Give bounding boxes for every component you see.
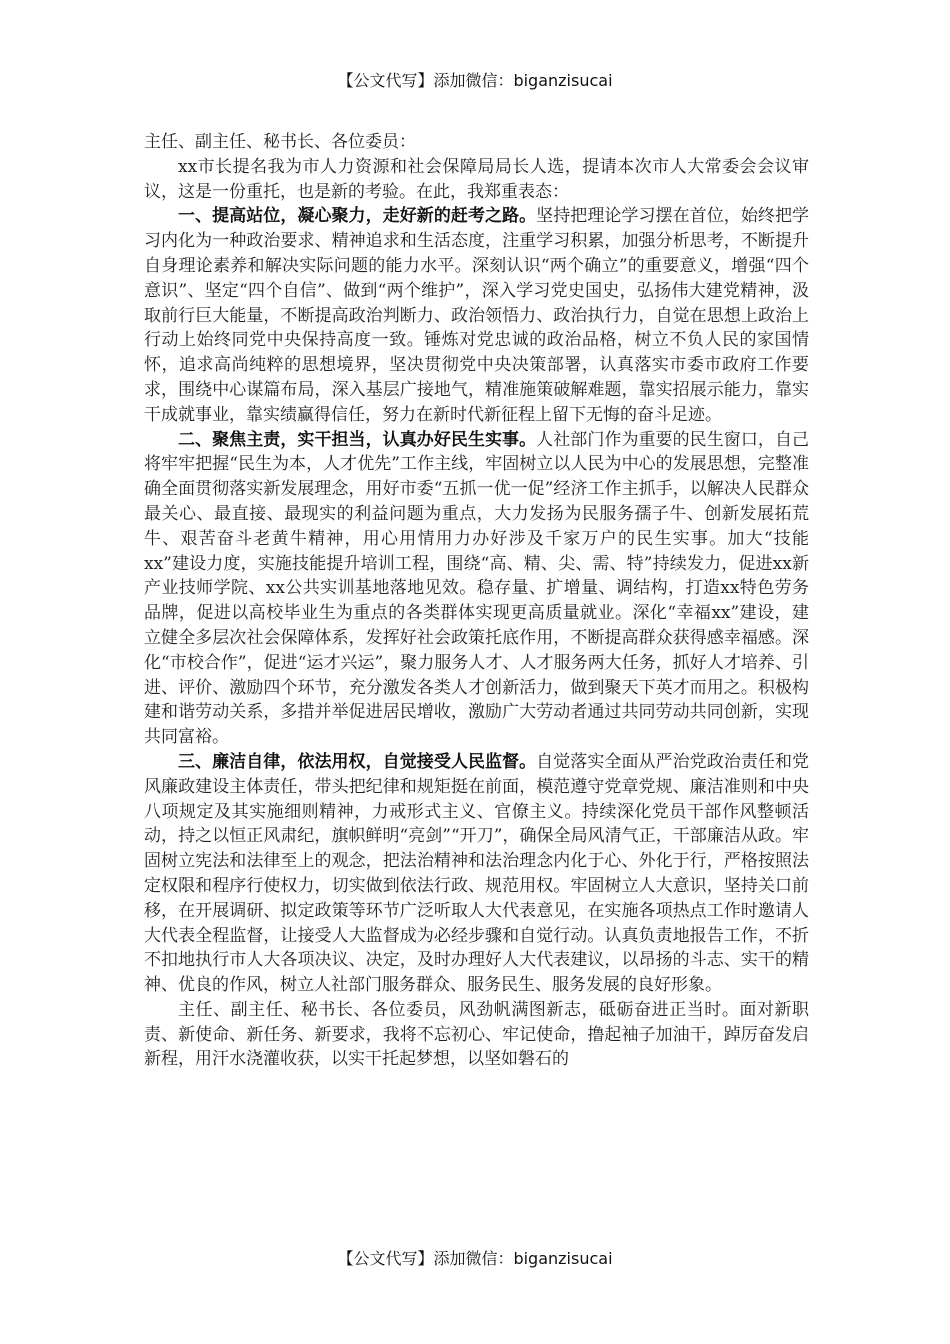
section-heading-1: 一、提高站位，凝心聚力，走好新的赶考之路。 xyxy=(178,206,537,227)
section-text-1: 坚持把理论学习摆在首位，始终把学习内化为一种政治要求、精神追求和生活态度，注重学习积累，加强分析思考，不断提升自身理论素养和解决实际问题的能力水平。深刻认识“两个确立”的重要意义，增强“四个意识”、坚定“四个自信”、做到“两个维护”，深入学习党史国史，弘扬伟大建党精神，汲取前行巨大能量，不断提高政治判断力、政治领悟力、政治执行力，自觉在思想上政治上行动上始终同党中央保持高度一致。锤炼对党忠诚的政治品格，树立不负人民的家国情怀，追求高尚纯粹的思想境界，坚决贯彻党中央决策部署，认真落实市委市政府工作要求，围绕中心谋篇布局，深入基层广接地气，精准施策破解难题，靠实招展示能力，靠实干成就事业，靠实绩赢得信任，努力在新时代新征程上留下无悔的奋斗足迹。 xyxy=(144,206,810,425)
section-heading-2: 二、聚焦主责，实干担当，认真办好民生实事。 xyxy=(178,429,537,450)
page-header: 【公文代写】添加微信：biganzisucai xyxy=(337,71,613,90)
closing-paragraph: 主任、副主任、秘书长、各位委员，风劲帆满图新志，砥砺奋进正当时。面对新职责、新使命、新任务、新要求，我将不忘初心、牢记使命，撸起袖子加油干，踔厉奋发启新程，用汗水浇灌收获，以实干托起梦想，以坚如磐石的 xyxy=(144,999,809,1070)
intro-paragraph: xx市长提名我为市人力资源和社会保障局局长人选，提请本次市人大常委会会议审议，这是一份重托，也是新的考验。在此，我郑重表态： xyxy=(144,156,809,202)
section-text-3: 自觉落实全面从严治党政治责任和党风廉政建设主体责任，带头把纪律和规矩挺在前面，模范遵守党章党规、廉洁准则和中央八项规定及其实施细则精神，力戒形式主义、官僚主义。持续深化党员干部作风整顿活动，持之以恒正风肃纪，旗帜鲜明“亮剑”“开刀”，确保全局风清气正，干部廉洁从政。牢固树立宪法和法律至上的观念，把法治精神和法治理念内化于心、外化于行，严格按照法定权限和程序行使权力，切实做到依法行政、规范用权。牢固树立人大意识，坚持关口前移，在开展调研、拟定政策等环节广泛听取人大代表意见，在实施各项热点工作时邀请人大代表全程监督，让接受人大监督成为必经步骤和自觉行动。认真负责地报告工作，不折不扣地执行市人大各项决议、决定，及时办理好人大代表建议，以昂扬的斗志、实干的精神、优良的作风，树立人社部门服务群众、服务民生、服务发展的良好形象。 xyxy=(144,751,810,996)
section-text-2: 人社部门作为重要的民生窗口，自己将牢牢把握“民生为本，人才优先”工作主线，牢固树立以人民为中心的发展思想，完整准确全面贯彻落实新发展理念，用好市委“五抓一优一促”经济工作主抓手，以解决人民群众最关心、最直接、最现实的利益问题为重点，大力发扬为民服务孺子牛、创新发展拓荒牛、艰苦奋斗老黄牛精神，用心用情用力办好涉及千家万户的民生实事。加大“技能xx”建设力度，实施技能提升培训工程，围绕“高、精、尖、需、特”持续发力，促进xx新产业技师学院、xx公共实训基地落地见效。稳存量、扩增量、调结构，打造xx特色劳务品牌，促进以高校毕业生为重点的各类群体实现更高质量就业。深化“幸福xx”建设，建立健全多层次社会保障体系，发挥好社会政策托底作用，不断提高群众获得感幸福感。深化“市校合作”，促进“运才兴运”，聚力服务人才、人才服务两大任务，抓好人才培养、引进、评价、激励四个环节，充分激发各类人才创新活力，做到聚天下英才而用之。积极构建和谐劳动关系，多措并举促进居民增收，激励广大劳动者通过共同劳动共同创新，实现共同富裕。 xyxy=(144,429,810,748)
section-paragraph-2 xyxy=(144,428,809,750)
section-paragraph-1 xyxy=(144,204,809,427)
salutation: 主任、副主任、秘书长、各位委员： xyxy=(144,132,416,152)
page-footer: 【公文代写】添加微信：biganzisucai xyxy=(337,1249,613,1268)
section-paragraph-3 xyxy=(144,750,809,998)
section-heading-3: 三、廉洁自律，依法用权，自觉接受人民监督。 xyxy=(178,751,537,772)
document-body xyxy=(144,130,809,1072)
